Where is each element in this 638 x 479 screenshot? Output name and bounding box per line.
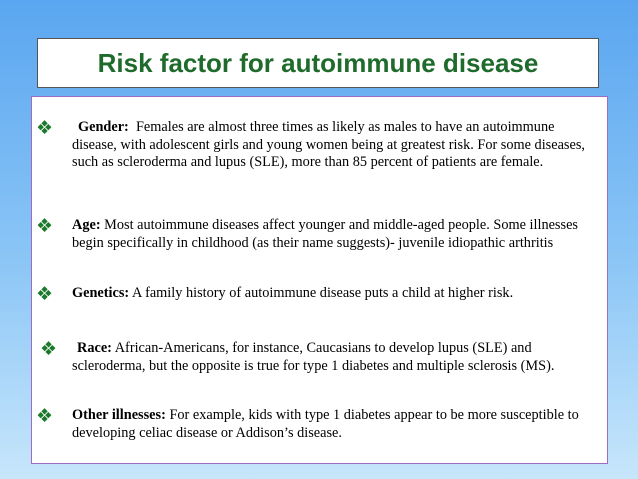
bullet-text — [72, 285, 593, 303]
bullet-body: For example, kids with type 1 diabetes appear to be more susceptible to developing celiac disease or Addison’s disease. — [72, 407, 579, 441]
bullet-label: Age: — [72, 217, 101, 233]
bullet-text — [72, 119, 593, 172]
bullet-label: Gender: — [78, 119, 129, 135]
bullet-body: A family history of autoimmune disease puts a child at higher risk. — [131, 285, 514, 301]
bullet-text — [72, 217, 593, 252]
title-box — [37, 38, 599, 88]
bullet-label: Race: — [77, 340, 112, 356]
bullet-text — [72, 407, 593, 442]
diamond-bullet-icon: ❖ — [36, 283, 54, 305]
diamond-bullet-icon: ❖ — [40, 338, 58, 360]
bullet-label: Genetics: — [72, 285, 130, 301]
diamond-bullet-icon: ❖ — [36, 405, 54, 427]
content-box — [31, 96, 608, 464]
bullet-text — [72, 340, 593, 375]
bullet-body: Most autoimmune diseases affect younger and middle-aged people. Some illnesses begin specifically in childhood (as their name suggests)- juvenile idiopathic arthritis — [72, 217, 578, 251]
bullet-body: Females are almost three times as likely as males to have an autoimmune disease, with adolescent girls and young women being at greatest risk. For some diseases, such as scleroderma and lupus (SLE), more than 85 percent of patients are female. — [72, 119, 585, 170]
slide-title: Risk factor for autoimmune disease — [97, 47, 539, 78]
bullet-body: African-Americans, for instance, Caucasians to develop lupus (SLE) and scleroderma, but the opposite is true for type 1 diabetes and multiple sclerosis (MS). — [72, 340, 555, 374]
diamond-bullet-icon: ❖ — [36, 117, 54, 139]
bullet-label: Other illnesses: — [72, 407, 166, 423]
diamond-bullet-icon: ❖ — [36, 215, 54, 237]
